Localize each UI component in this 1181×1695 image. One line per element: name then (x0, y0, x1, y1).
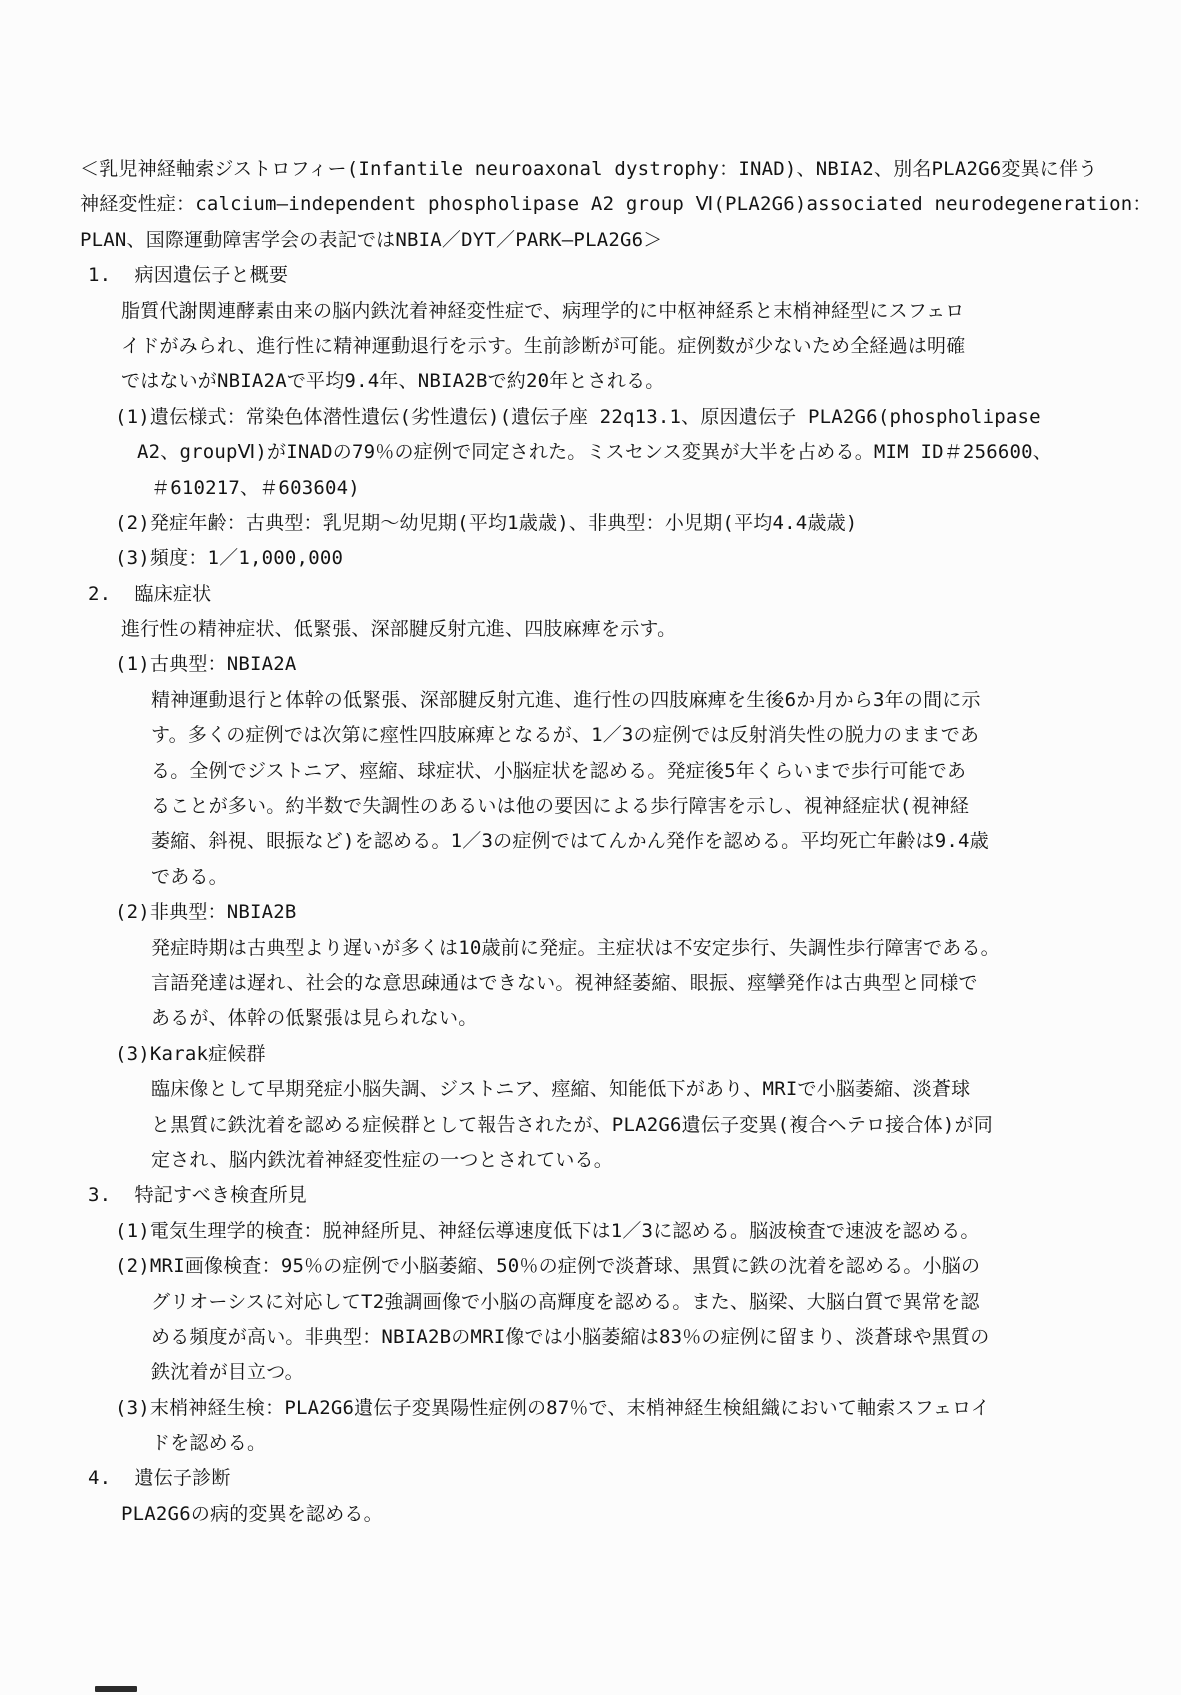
text-line: る。全例でジストニア、痙縮、球症状、小脳症状を認める。発症後5年くらいまで歩行可能であ (151, 759, 967, 782)
text-line: グリオーシスに対応してT2強調画像で小脳の高輝度を認める。また、脳梁、大脳白質で異常を認 (151, 1290, 980, 1313)
text-line: (1)電気生理学的検査：脱神経所見、神経伝導速度低下は1／3に認める。脳波検査で速波を認める。 (115, 1219, 980, 1242)
text-line: 2. 臨床症状 (88, 582, 212, 605)
text-line: (2)MRI画像検査：95％の症例で小脳萎縮、50％の症例で淡蒼球、黒質に鉄の沈着を認める。小脳の (115, 1255, 981, 1278)
text-line: 言語発達は遅れ、社会的な意思疎通はできない。視神経萎縮、眼振、痙攣発作は古典型と同様で (151, 971, 978, 994)
text-line: PLA2G6の病的変異を認める。 (121, 1502, 383, 1525)
text-line: (3)頻度：1／1,000,000 (115, 547, 344, 570)
text-line: 3. 特記すべき検査所見 (88, 1184, 307, 1207)
text-line: 精神運動退行と体幹の低緊張、深部腱反射亢進、進行性の四肢麻痺を生後6か月から3年の間に示 (151, 688, 981, 711)
text-line: ＜乳児神経軸索ジストロフィー(Infantile neuroaxonal dystrophy：INAD)、NBIA2、別名PLA2G6変異に伴う (80, 158, 1098, 180)
text-line: 萎縮、斜視、眼振など)を認める。1／3の症例ではてんかん発作を認める。平均死亡年齢は9.4歳 (151, 830, 989, 853)
text-line: 脂質代謝関連酵素由来の脳内鉄沈着神経変性症で、病理学的に中枢神経系と末梢神経型にスフェロ (121, 299, 965, 322)
text-line: (3)末梢神経生検：PLA2G6遺伝子変異陽性症例の87％で、末梢神経生検組織において軸索スフェロイ (115, 1396, 990, 1419)
text-line: める頻度が高い。非典型：NBIA2BのMRI像では小脳萎縮は83％の症例に留まり、淡蒼球や黒質の (151, 1325, 990, 1348)
text-line: 進行性の精神症状、低緊張、深部腱反射亢進、四肢麻痺を示す。 (121, 618, 677, 641)
text-line: (2)発症年齢：古典型：乳児期～幼児期(平均1歳歳)、非典型：小児期(平均4.4歳歳) (115, 511, 858, 534)
text-line: PLAN、国際運動障害学会の表記ではNBIA／DYT／PARK―PLA2G6＞ (80, 228, 663, 251)
page-bottom-mark (95, 1686, 137, 1692)
text-line: (1)遺伝様式：常染色体潜性遺伝(劣性遺伝)(遺伝子座 22q13.1、原因遺伝子 PLA2G6(phospholipase (115, 405, 1041, 428)
text-line: 1. 病因遺伝子と概要 (88, 264, 289, 287)
text-line: (3)Karak症候群 (115, 1042, 266, 1065)
text-line: 4. 遺伝子診断 (88, 1467, 231, 1490)
text-line: である。 (151, 865, 228, 888)
text-line: 神経変性症：calcium―independent phospholipase A2 group Ⅵ(PLA2G6)associated neurodegeneration： (80, 193, 1152, 216)
text-line: あるが、体幹の低緊張は見られない。 (151, 1007, 478, 1030)
text-line: ではないがNBIA2Aで平均9.4年、NBIA2Bで約20年とされる。 (121, 370, 665, 393)
text-line: 臨床像として早期発症小脳失調、ジストニア、痙縮、知能低下があり、MRIで小脳萎縮、淡蒼球 (151, 1078, 971, 1101)
text-line: ＃610217、＃603604) (151, 476, 360, 499)
text-line: A2、groupⅥ)がINADの79％の症例で同定された。ミスセンス変異が大半を占める。MIM ID＃256600、 (137, 441, 1052, 464)
text-line: ることが多い。約半数で失調性のあるいは他の要因による歩行障害を示し、視神経症状(視神経 (151, 795, 970, 818)
text-line: 発症時期は古典型より遅いが多くは10歳前に発症。主症状は不安定歩行、失調性歩行障害である。 (151, 936, 1000, 959)
text-line: (2)非典型：NBIA2B (115, 901, 297, 924)
document-body (80, 152, 1152, 1532)
text-line: ドを認める。 (151, 1432, 267, 1455)
text-line: 定され、脳内鉄沈着神経変性症の一つとされている。 (151, 1148, 613, 1171)
text-line: (1)古典型：NBIA2A (115, 653, 297, 676)
text-line: す。多くの症例では次第に痙性四肢麻痺となるが、1／3の症例では反射消失性の脱力のままであ (151, 724, 980, 747)
text-line: イドがみられ、進行性に精神運動退行を示す。生前診断が可能。症例数が少ないため全経過は明確 (121, 334, 966, 357)
text-line: 鉄沈着が目立つ。 (151, 1361, 304, 1384)
text-line: と黒質に鉄沈着を認める症候群として報告されたが、PLA2G6遺伝子変異(複合ヘテロ接合体)が同 (151, 1113, 993, 1136)
